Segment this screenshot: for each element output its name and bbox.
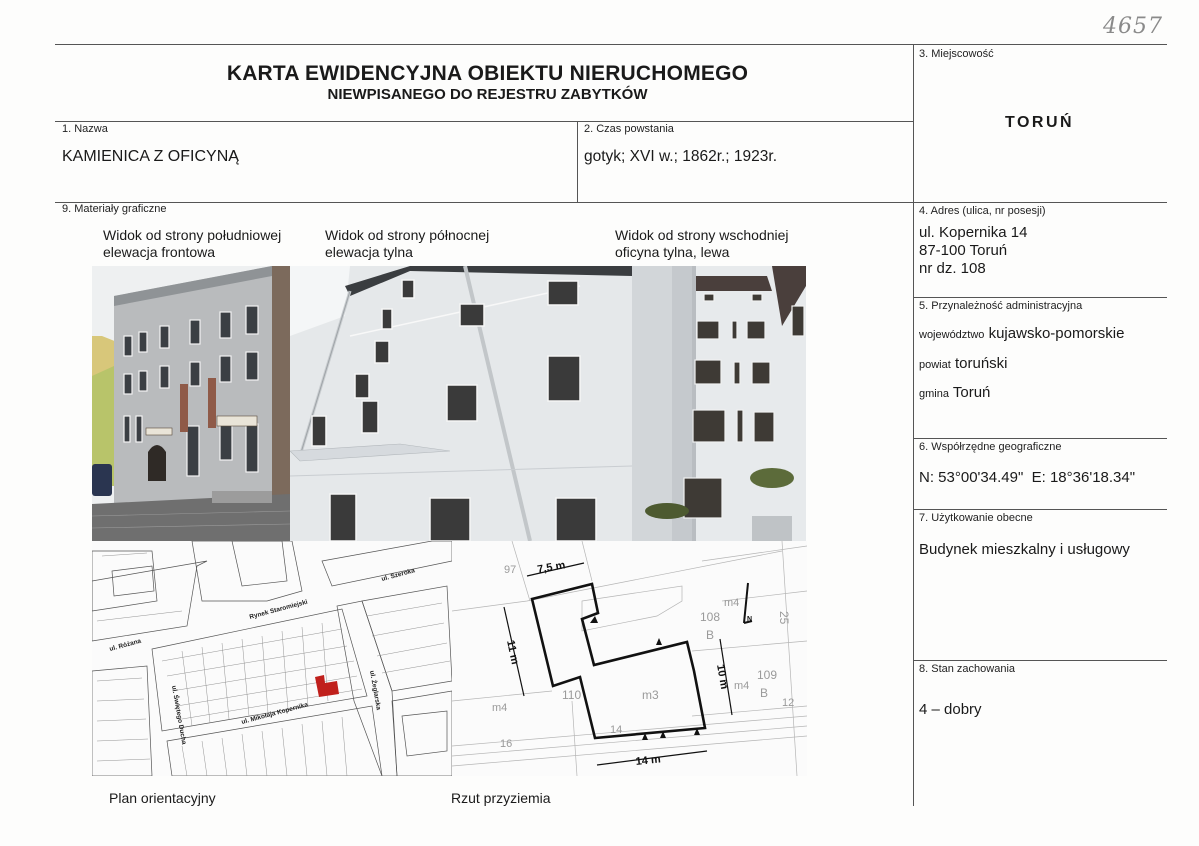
photo-caption-east	[615, 227, 789, 261]
parcel-label-m4-b: m4	[734, 680, 750, 692]
parcel-label-14: 14	[610, 724, 623, 736]
address-line-street: ul. Kopernika 14	[919, 224, 1028, 241]
date-value: gotyk; XVI w.; 1862r.; 1923r.	[584, 148, 778, 165]
photo-south-facade	[92, 266, 290, 541]
parcel-label-16: 16	[500, 738, 513, 750]
voivodeship-prefix: województwo	[919, 329, 985, 341]
address-label: 4. Adres (ulica, nr posesji)	[919, 205, 1046, 217]
photo-caption-south-line1: Widok od strony południowej	[103, 227, 282, 243]
right-column-divider	[913, 44, 914, 806]
longitude-value: 18°36'18.34"	[1049, 469, 1136, 486]
parcel-label-97: 97	[504, 564, 517, 576]
locality-label: 3. Miejscowość	[919, 48, 994, 60]
use-row-rule	[913, 509, 1167, 510]
dimension-depth-left: 11 m	[504, 639, 521, 666]
locality-value: TORUŃ	[1005, 114, 1075, 131]
latitude-prefix: N:	[919, 469, 934, 486]
photo-caption-east-line2: oficyna tylna, lewa	[615, 244, 730, 260]
street-label-zeglarska: ul. Żeglarska	[368, 670, 382, 711]
ground-plan-caption: Rzut przyziemia	[451, 790, 551, 806]
document-title: KARTA EWIDENCYJNA OBIEKTU NIERUCHOMEGO	[226, 62, 749, 85]
name-date-divider	[577, 121, 578, 202]
photo-caption-north-line2: elewacja tylna	[325, 244, 413, 260]
ground-floor-plan	[452, 541, 807, 776]
parcel-label-m3: m3	[642, 688, 659, 702]
street-label-rynek: Rynek Staromiejski	[248, 598, 309, 621]
parcel-label-108: 108	[700, 610, 721, 624]
address-line-parcel: nr dz. 108	[919, 260, 986, 277]
date-label: 2. Czas powstania	[584, 123, 674, 135]
longitude-prefix: E:	[1031, 469, 1046, 486]
name-row-rule	[55, 121, 913, 122]
current-use-label: 7. Użytkowanie obecne	[919, 512, 1033, 524]
photo-caption-east-line1: Widok od strony wschodniej	[615, 227, 789, 243]
county-prefix: powiat	[919, 359, 951, 371]
dimension-depth-right: 10 m	[714, 663, 731, 691]
parcel-label-25: 25	[777, 611, 791, 625]
graphics-label: 9. Materiały graficzne	[62, 203, 167, 215]
parcel-label-110: 110	[562, 688, 582, 702]
admin-row-rule	[913, 297, 1167, 298]
parcel-label-m4-c: m4	[492, 702, 508, 714]
photo-caption-north	[325, 227, 489, 261]
handwritten-catalog-number: 4657	[1103, 14, 1163, 39]
name-value: KAMIENICA Z OFICYNĄ	[62, 148, 239, 165]
parcel-label-109b: B	[760, 686, 769, 700]
address-line-postal: 87-100 Toruń	[919, 242, 1008, 259]
municipality-prefix: gmina	[919, 388, 949, 400]
street-label-szeroka: ul. Szeroka	[380, 567, 416, 583]
coords-row-rule	[913, 438, 1167, 439]
street-label-kopernika: ul. Mikołaja Kopernika	[240, 701, 309, 726]
parcel-label-109: 109	[757, 668, 778, 682]
photo-caption-south	[103, 227, 281, 261]
condition-row-rule	[913, 660, 1167, 661]
parcel-label-12: 12	[782, 697, 795, 709]
orientation-map	[92, 541, 452, 776]
municipality-value: Toruń	[952, 384, 991, 401]
county-row	[919, 355, 1008, 372]
document-subtitle: NIEWPISANEGO DO REJESTRU ZABYTKÓW	[327, 86, 648, 103]
coordinates-label: 6. Współrzędne geograficzne	[919, 441, 1062, 453]
voivodeship-value: kujawsko-pomorskie	[988, 325, 1125, 342]
dimension-width-top: 7,5 m	[536, 559, 567, 576]
latitude-value: 53°00'34.49"	[938, 469, 1024, 486]
photo-east-wing	[632, 266, 806, 541]
orientation-map-caption: Plan orientacyjny	[109, 790, 216, 806]
top-rule	[55, 44, 1167, 45]
street-label-swietego-ducha: ul. Świętego Ducha	[170, 685, 188, 746]
parcel-label-108b: B	[706, 628, 715, 642]
county-value: toruński	[954, 355, 1008, 372]
voivodeship-row	[919, 325, 1124, 342]
administration-label: 5. Przynależność administracyjna	[919, 300, 1083, 312]
north-marker-label: N	[747, 616, 753, 623]
coordinates-value	[919, 469, 1135, 486]
street-label-rozana: ul. Różana	[108, 637, 142, 653]
dimension-width-bottom: 14 m	[635, 753, 662, 768]
condition-label: 8. Stan zachowania	[919, 663, 1016, 675]
name-label: 1. Nazwa	[62, 123, 108, 135]
current-use-value: Budynek mieszkalny i usługowy	[919, 541, 1130, 558]
parcel-label-m4-a: m4	[724, 597, 740, 609]
photo-north-facade	[290, 266, 632, 541]
graphics-row-rule	[55, 202, 1167, 203]
photo-caption-north-line1: Widok od strony północnej	[325, 227, 490, 243]
condition-value: 4 – dobry	[919, 701, 982, 718]
photo-caption-south-line2: elewacja frontowa	[103, 244, 216, 260]
municipality-row	[919, 384, 990, 401]
